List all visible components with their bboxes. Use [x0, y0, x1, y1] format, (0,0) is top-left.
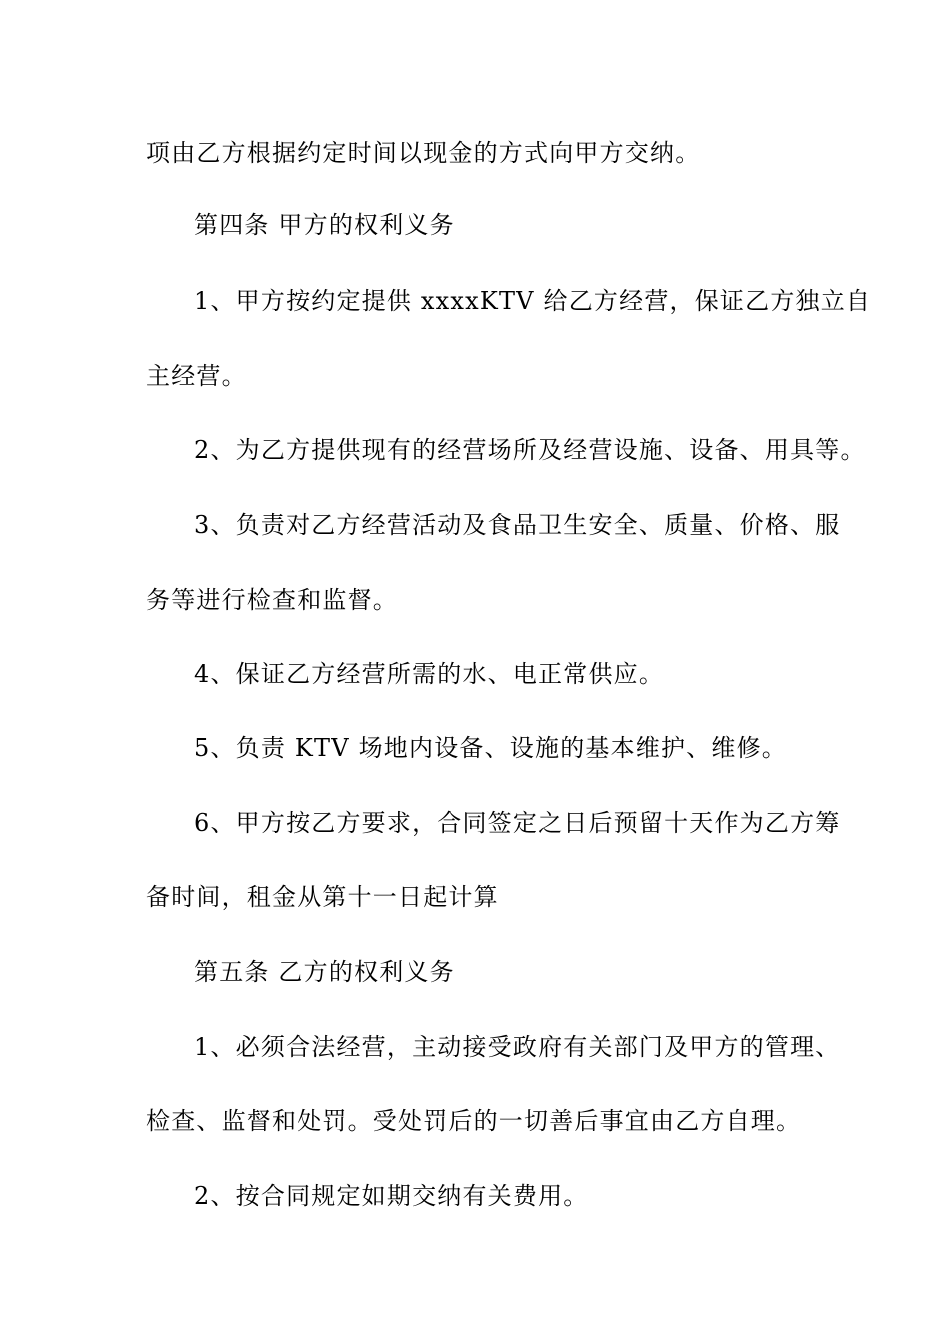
article-four-item-1-continued: 主经营。	[146, 362, 247, 390]
article-four-item-3-continued: 务等进行检查和监督。	[146, 586, 398, 614]
article-four-heading: 第四条 甲方的权利义务	[194, 211, 455, 239]
article-four-item-6-continued: 备时间，租金从第十一日起计算	[146, 883, 499, 911]
article-five-item-1-continued: 检查、监督和处罚。受处罚后的一切善后事宜由乙方自理。	[146, 1107, 802, 1135]
article-five-heading: 第五条 乙方的权利义务	[194, 958, 455, 986]
article-five-item-2: 2、按合同规定如期交纳有关费用。	[194, 1182, 589, 1210]
article-four-item-3: 3、负责对乙方经营活动及食品卫生安全、质量、价格、服	[194, 511, 841, 539]
article-four-item-1: 1、甲方按约定提供 xxxxKTV 给乙方经营，保证乙方独立自	[194, 287, 872, 315]
article-four-item-4: 4、保证乙方经营所需的水、电正常供应。	[194, 660, 665, 688]
article-four-item-6: 6、甲方按乙方要求，合同签定之日后预留十天作为乙方筹	[194, 809, 841, 837]
article-five-item-1: 1、必须合法经营，主动接受政府有关部门及甲方的管理、	[194, 1033, 841, 1061]
article-four-item-2: 2、为乙方提供现有的经营场所及经营设施、设备、用具等。	[194, 436, 866, 464]
article-four-item-5: 5、负责 KTV 场地内设备、设施的基本维护、维修。	[194, 734, 787, 762]
paragraph-continuation: 项由乙方根据约定时间以现金的方式向甲方交纳。	[146, 139, 701, 167]
